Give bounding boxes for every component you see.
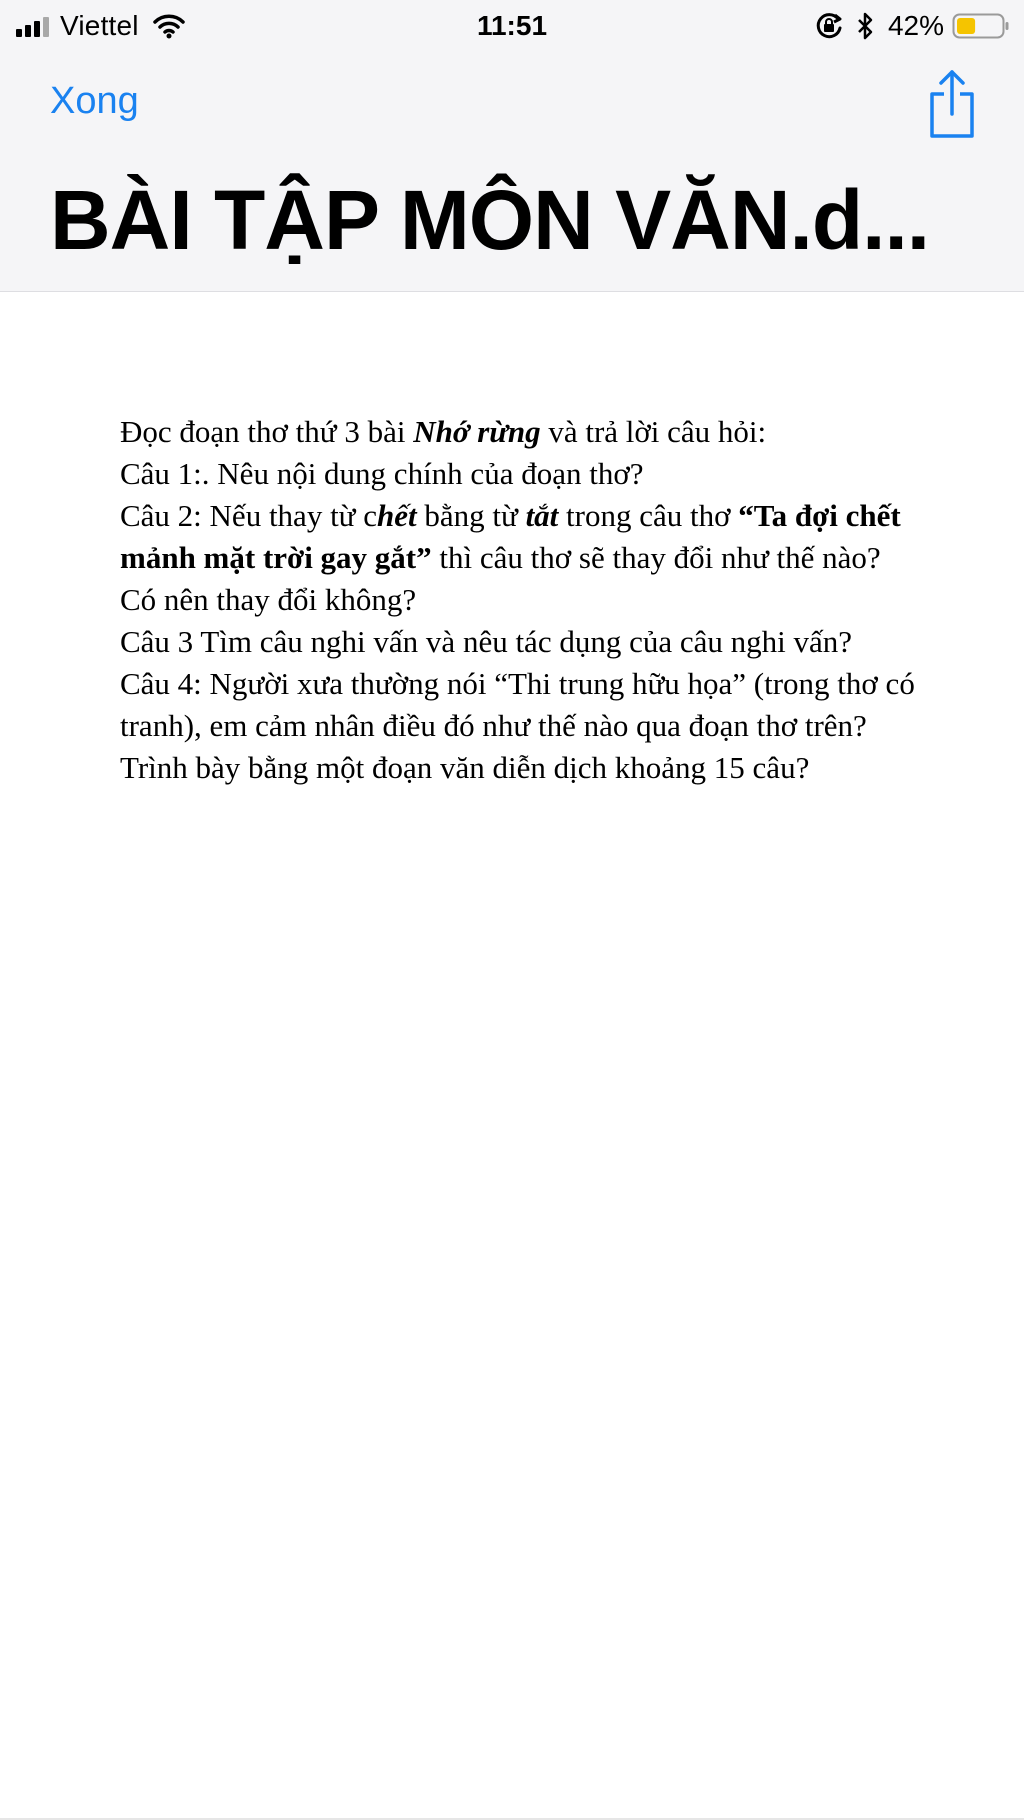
battery-icon	[952, 13, 1010, 39]
word-chet: hết	[377, 498, 417, 533]
text-run: Đọc đoạn thơ thứ 3 bài	[120, 414, 414, 449]
done-button[interactable]: Xong	[50, 80, 139, 122]
paragraph-intro	[120, 411, 920, 453]
text-run: bằng từ	[416, 498, 526, 533]
status-time: 11:51	[476, 10, 548, 41]
poem-title: Nhớ rừng	[413, 414, 541, 449]
status-right	[814, 8, 1010, 44]
orientation-lock-icon	[814, 11, 844, 41]
battery-percent: 42%	[887, 10, 944, 41]
text-run: và trả lời câu hỏi:	[540, 414, 767, 449]
question-3: Câu 3 Tìm câu nghi vấn và nêu tác dụng của câu nghi vấn?	[120, 624, 852, 659]
share-icon[interactable]	[924, 68, 980, 140]
document-title: BÀI TẬP MÔN VĂN.d...	[50, 173, 930, 267]
quoted-verse: “Ta đợi chết mảnh mặt trời gay gắt”	[120, 498, 901, 575]
carrier-name: Viettel	[60, 10, 139, 41]
document-content	[120, 411, 920, 789]
question-1: Câu 1:. Nêu nội dung chính của đoạn thơ?	[120, 456, 644, 491]
status-bar	[0, 0, 1024, 52]
question-4: Câu 4: Người xưa thường nói “Thi trung hữu họa” (trong thơ có tranh), em cảm nhân điều đó như thế nào qua đoạn thơ trên? Trình bày bằng một đoạn văn diễn dịch khoảng 15 câu?	[120, 666, 915, 785]
bluetooth-icon	[856, 12, 874, 40]
word-tat: tắt	[525, 498, 559, 533]
text-run: trong câu thơ	[558, 498, 739, 533]
navigation-bar	[0, 52, 1024, 292]
question-2	[120, 495, 920, 621]
text-run: thì câu thơ sẽ thay đổi như thế nào? Có nên thay đổi không?	[120, 540, 881, 617]
text-run: Câu 2: Nếu thay từ c	[120, 498, 377, 533]
